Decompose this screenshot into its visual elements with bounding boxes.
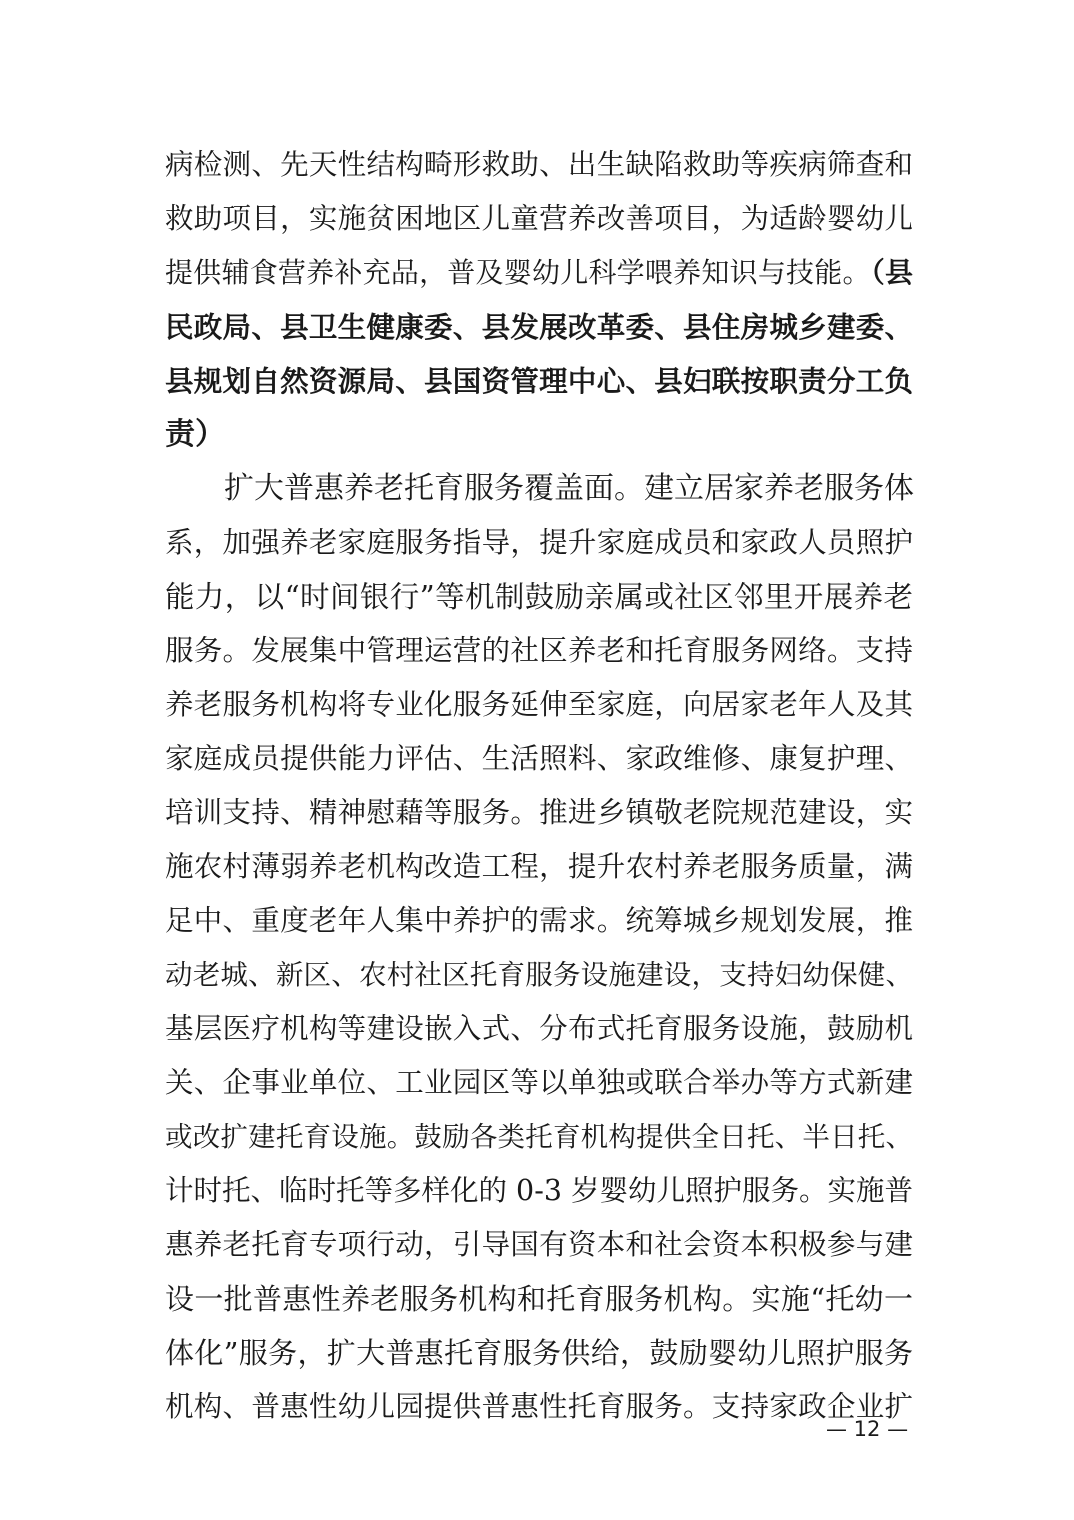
text-line: 或改扩建托育设施。鼓励各类托育机构提供全日托、半日托、: [165, 1121, 913, 1153]
text-line: 系，加强养老家庭服务指导，提升家庭成员和家政人员照护: [165, 526, 913, 559]
responsible-departments: 民政局、县卫生健康委、县发展改革委、县住房城乡建委、: [165, 310, 913, 344]
text-line: 能力，以“时间银行”等机制鼓励亲属或社区邻里开展养老: [165, 580, 913, 614]
document-body: [165, 138, 913, 1434]
text-line: 惠养老托育专项行动，引导国有资本和社会资本积极参与建: [165, 1228, 913, 1261]
paragraph: [165, 138, 913, 462]
text-line: [165, 246, 913, 300]
responsible-departments: （县: [870, 256, 913, 289]
text-line: 家庭成员提供能力评估、生活照料、家政维修、康复护理、: [165, 742, 913, 775]
text-line: 病检测、先天性结构畸形救助、出生缺陷救助等疾病筛查和: [165, 148, 913, 181]
text-line: 培训支持、精神慰藉等服务。推进乡镇敬老院规范建设，实: [165, 796, 913, 829]
text-line: 体化”服务，扩大普惠托育服务供给，鼓励婴幼儿照护服务: [165, 1336, 913, 1370]
text-line: 扩大普惠养老托育服务覆盖面。建立居家养老服务体: [224, 471, 914, 506]
text-line: 养老服务机构将专业化服务延伸至家庭，向居家老年人及其: [165, 688, 913, 721]
text-line: 设一批普惠性养老服务机构和托育服务机构。实施“托幼一: [165, 1282, 913, 1316]
paragraph: [165, 462, 913, 1434]
text-line: 救助项目，实施贫困地区儿童营养改善项目，为适龄婴幼儿: [165, 202, 913, 235]
text-line: 计时托、临时托等多样化的 0-3 岁婴幼儿照护服务。实施普: [165, 1174, 914, 1207]
text-line: 施农村薄弱养老机构改造工程，提升农村养老服务质量，满: [165, 850, 913, 883]
text-line: 足中、重度老年人集中养护的需求。统筹城乡规划发展，推: [165, 904, 913, 937]
page-number: — 12 —: [826, 1417, 909, 1441]
text-line: 基层医疗机构等建设嵌入式、分布式托育服务设施，鼓励机: [165, 1012, 913, 1045]
responsible-departments: 县规划自然资源局、县国资管理中心、县妇联按职责分工负: [165, 364, 913, 398]
text-line: 服务。发展集中管理运营的社区养老和托育服务网络。支持: [165, 634, 913, 667]
text-line: 动老城、新区、农村社区托育服务设施建设，支持妇幼保健、: [165, 959, 913, 991]
text-line: 机构、普惠性幼儿园提供普惠性托育服务。支持家政企业扩: [165, 1390, 913, 1423]
text-line: 关、企事业单位、工业园区等以单独或联合举办等方式新建: [165, 1066, 913, 1099]
responsible-departments: 责）: [165, 417, 225, 452]
text-run: 提供辅食营养补充品，普及婴幼儿科学喂养知识与技能。: [165, 256, 871, 289]
